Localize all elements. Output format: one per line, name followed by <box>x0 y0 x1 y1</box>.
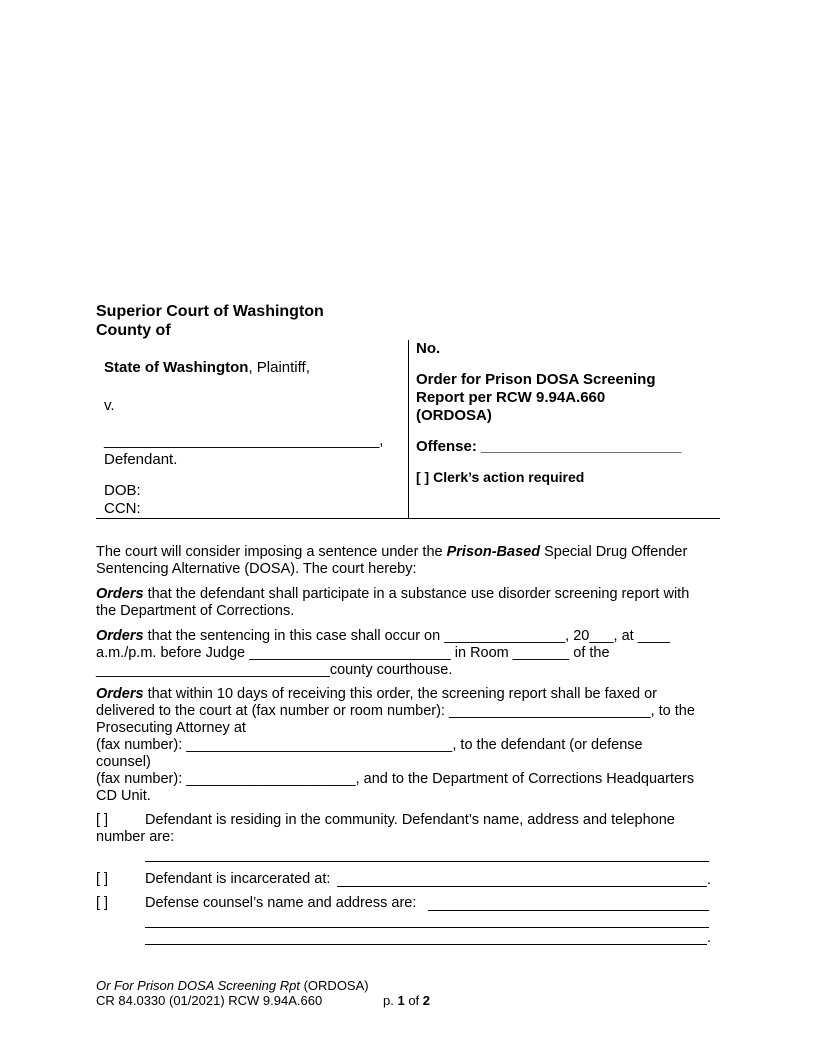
community-address-line[interactable] <box>145 861 709 862</box>
sentencing-date-field[interactable]: that the sentencing in this case shall occur on _______________, 20___, at ____ <box>143 628 670 644</box>
order-text-line-2: the Department of Corrections. <box>96 603 295 619</box>
plaintiff-name: State of Washington <box>104 359 249 376</box>
title-line-2: Report per RCW 9.94A.660 <box>416 389 606 406</box>
cd-unit-label: CD Unit. <box>96 788 151 804</box>
period-mark: . <box>707 930 712 946</box>
caption-divider-horizontal <box>96 518 720 519</box>
defense-counsel-line-1[interactable] <box>428 910 709 911</box>
intro-line-2: Sentencing Alternative (DOSA). The court hereby: <box>96 561 417 577</box>
order-sentencing <box>96 628 718 679</box>
defense-counsel-label: counsel) <box>96 754 151 770</box>
plaintiff-role: , Plaintiff, <box>248 359 310 376</box>
defense-counsel-line-2[interactable] <box>145 927 709 928</box>
order-lead: Orders <box>96 586 144 602</box>
order-text: that within 10 days of receiving this order, the screening report shall be faxed or <box>143 686 657 702</box>
judge-room-field[interactable]: a.m./p.m. before Judge _________________________ in Room _______ of the <box>96 645 610 661</box>
incarcerated-checkbox[interactable]: [ ] <box>96 871 109 887</box>
order-participate <box>96 586 718 620</box>
case-number-label: No. <box>416 340 441 357</box>
defense-counsel-text: Defense counsel’s name and address are: <box>145 895 417 911</box>
order-text: that the defendant shall participate in a substance use disorder screening report with <box>143 586 690 602</box>
page-of: of <box>404 993 423 1008</box>
order-lead: Orders <box>96 686 144 702</box>
page-indicator <box>383 993 430 1008</box>
order-report-delivery <box>96 686 718 805</box>
page-current: 1 <box>397 993 405 1008</box>
prosecutor-fax-field[interactable]: (fax number): _________________________________, to the defendant (or defense <box>96 737 643 753</box>
defendant-name-line: _________________________________, <box>104 432 384 449</box>
form-title: Or For Prison DOSA Screening Rpt <box>96 978 300 993</box>
plaintiff-line <box>104 359 310 376</box>
county-label: County of <box>96 322 171 339</box>
title-line-3: (ORDOSA) <box>416 407 492 424</box>
dob-label: DOB: <box>104 482 141 499</box>
incarcerated-text: Defendant is incarcerated at: <box>145 871 331 887</box>
defendant-label: Defendant. <box>104 451 178 468</box>
form-code: (ORDOSA) <box>299 978 369 993</box>
court-fax-field[interactable]: delivered to the court at (fax number or room number): _________________________, to the <box>96 703 695 719</box>
versus-label: v. <box>104 397 115 414</box>
caption-divider-vertical <box>408 340 409 518</box>
defendant-fax-field[interactable]: (fax number): _____________________, and to the Department of Corrections Headquarters <box>96 771 695 787</box>
period-mark: . <box>707 872 712 888</box>
clerk-action-checkbox[interactable]: [ ] Clerk’s action required <box>416 469 585 485</box>
intro-text: The court will consider imposing a sentence under the <box>96 544 447 560</box>
defense-counsel-line-3[interactable] <box>145 944 707 945</box>
intro-paragraph <box>96 544 718 578</box>
incarcerated-location-line[interactable] <box>337 886 707 887</box>
footer-form-title <box>96 978 369 993</box>
footer-form-number: CR 84.0330 (01/2021) RCW 9.94A.660 <box>96 993 323 1008</box>
ccn-label: CCN: <box>104 500 141 517</box>
community-text-line-2: number are: <box>96 829 175 845</box>
intro-emphasis: Prison-Based <box>446 544 541 560</box>
intro-text-post: Special Drug Offender <box>540 544 688 560</box>
community-checkbox[interactable]: [ ] <box>96 812 109 828</box>
offense-field[interactable]: Offense: ________________________ <box>416 438 682 455</box>
title-line-1: Order for Prison DOSA Screening <box>416 371 656 388</box>
document-title <box>416 371 656 425</box>
courthouse-field[interactable]: _____________________________county courthouse. <box>96 662 453 678</box>
order-lead: Orders <box>96 628 144 644</box>
defense-counsel-checkbox[interactable]: [ ] <box>96 895 109 911</box>
community-text: Defendant is residing in the community. Defendant’s name, address and telephone <box>145 812 675 828</box>
court-name: Superior Court of Washington <box>96 303 324 320</box>
page-total: 2 <box>422 993 431 1008</box>
prosecutor-label: Prosecuting Attorney at <box>96 720 246 736</box>
page-prefix: p. <box>383 993 398 1008</box>
